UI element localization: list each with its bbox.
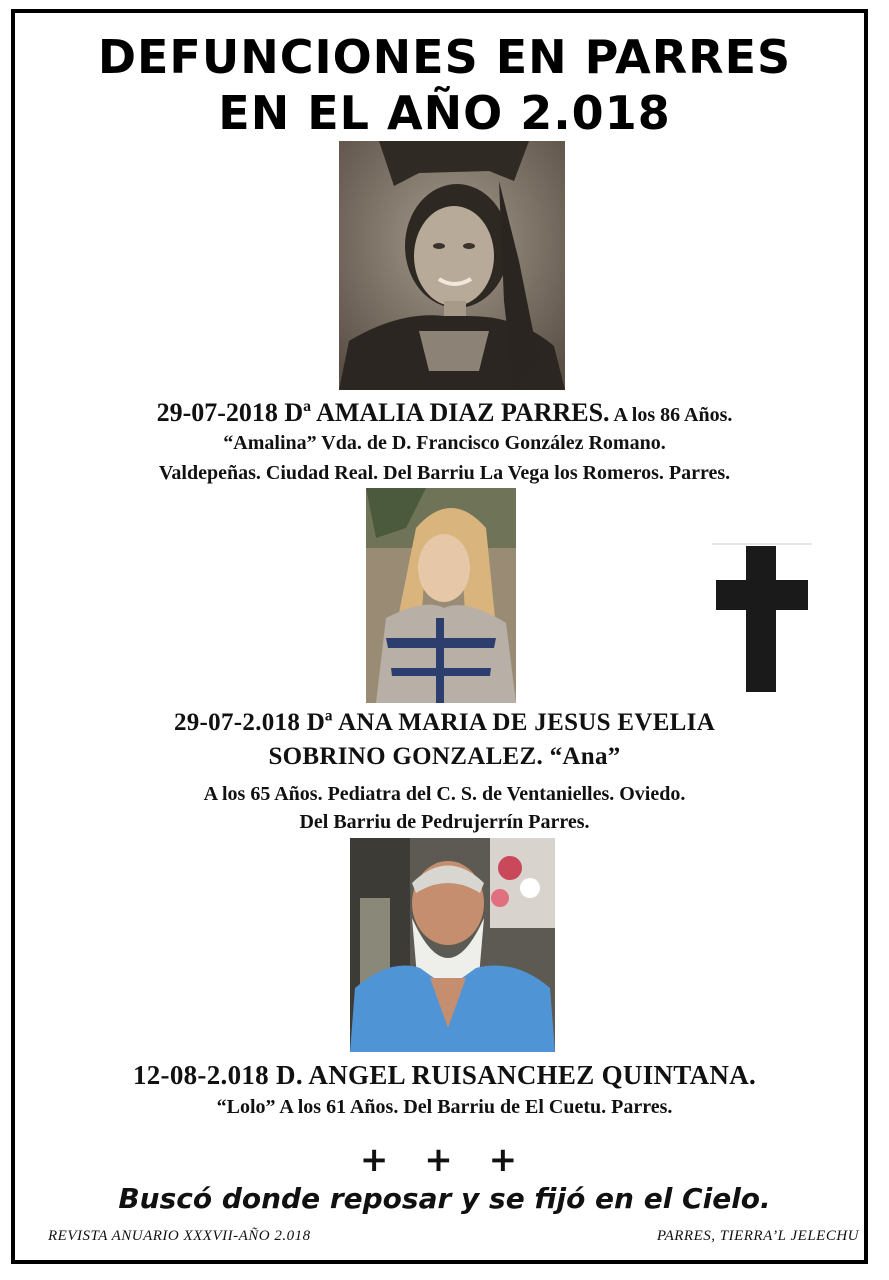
entry-2-line-4: Del Barriu de Pedrujerrín Parres. [299, 811, 590, 833]
photo-ana-maria [366, 488, 516, 703]
footer-left: REVISTA ANUARIO XXXVII-AÑO 2.018 [48, 1228, 311, 1244]
entry-1-age: A los 86 Años. [609, 404, 733, 426]
entry-2-line-3: A los 65 Años. Pediatra del C. S. de Ventanielles. Oviedo. [203, 783, 686, 805]
entry-1-line-3: Valdepeñas. Ciudad Real. Del Barriu La Vega los Romeros. Parres. [158, 462, 731, 484]
entry-2-line-2: SOBRINO GONZALEZ. “Ana” [268, 743, 621, 770]
entry-1-line-2: “Amalina” Vda. de D. Francisco González Romano. [223, 432, 666, 454]
page-title-line-1: DEFUNCIONES EN PARRES [97, 30, 792, 84]
entry-1-line-1 [0, 398, 889, 428]
photo-angel-ruisanchez [350, 838, 555, 1052]
page-title-line-2: EN EL AÑO 2.018 [218, 86, 671, 140]
latin-cross-icon [712, 540, 812, 695]
motto: Buscó donde reposar y se fijó en el Cielo. [118, 1182, 771, 1215]
entry-1-name: 29-07-2018 Dª AMALIA DIAZ PARRES. [156, 398, 610, 427]
three-crosses: + + + [359, 1140, 530, 1180]
entry-3-line-2: “Lolo” A los 61 Años. Del Barriu de El Cuetu. Parres. [216, 1096, 673, 1118]
entry-3-line-1: 12-08-2.018 D. ANGEL RUISANCHEZ QUINTANA. [132, 1060, 757, 1090]
photo-amalia-diaz [339, 141, 565, 390]
entry-2-line-1: 29-07-2.018 Dª ANA MARIA DE JESUS EVELIA [173, 709, 716, 736]
footer-right: PARRES, TIERRA’L JELECHU [656, 1228, 859, 1244]
